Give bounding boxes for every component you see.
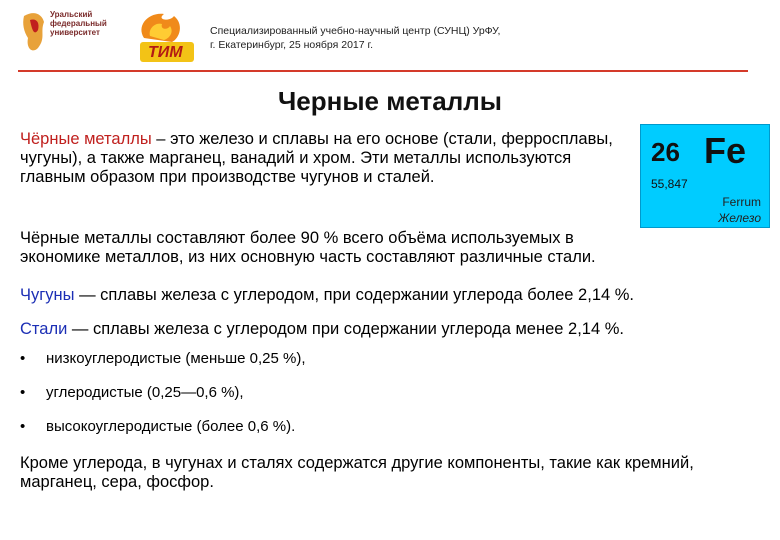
list-item [20,418,720,452]
term-cast-iron: Чугуны [20,286,75,304]
tim-logo [130,8,200,66]
urfu-logo [20,8,140,70]
term-ferrous-metals: Чёрные металлы [20,130,152,148]
element-latin-name: Ferrum [722,195,761,209]
header-line-1: Специализированный учебно-научный центр (СУНЦ) УрФУ, [210,25,501,37]
tim-logo-text: ТИМ [148,44,183,61]
bullet-icon: • [20,350,26,367]
paragraph-cast-iron [20,286,740,305]
periodic-element-card [640,124,770,228]
header-caption [210,24,550,52]
paragraph-text: — сплавы железа с углеродом, при содержании углерода более 2,14 %. [74,286,635,304]
atomic-mass: 55,847 [651,177,688,191]
header-line-2: г. Екатеринбург, 25 ноября 2017 г. [210,39,373,51]
list-item-text: низкоуглеродистые (меньше 0,25 %), [46,350,306,367]
paragraph-share: Чёрные металлы составляют более 90 % всего объёма используемых в экономике металлов, из них основную часть составляют различные стали. [20,229,596,266]
logo1-line: федеральный [50,19,107,28]
paragraph-definition [20,130,630,187]
element-symbol: Fe [704,130,747,171]
logo1-line: университет [50,28,100,37]
paragraph-other-components: Кроме углерода, в чугунах и сталях содержатся другие компоненты, такие как кремний, марганец, сера, фосфор. [20,454,694,491]
list-item-text: углеродистые (0,25—0,6 %), [46,384,244,401]
header-divider [18,70,748,72]
paragraph-text: — сплавы железа с углеродом при содержании углерода менее 2,14 %. [67,320,624,338]
list-item [20,350,720,384]
term-steel: Стали [20,320,68,338]
logo1-line: Уральский [50,10,93,19]
element-russian-name: Железо [718,211,761,225]
bullet-icon: • [20,418,26,435]
list-item [20,384,720,418]
steel-types-list [20,350,720,452]
atomic-number: 26 [651,137,680,167]
paragraph-steel [20,320,740,339]
page-title: Черные металлы [278,86,502,116]
paragraph-text: – это железо и сплавы на его основе (стали, ферросплавы, чугуны), а также марганец, ванадий и хром. Эти металлы используются главным образом при производстве чугунов и сталей. [20,130,613,186]
bullet-icon: • [20,384,26,401]
list-item-text: высокоуглеродистые (более 0,6 %). [46,418,296,435]
